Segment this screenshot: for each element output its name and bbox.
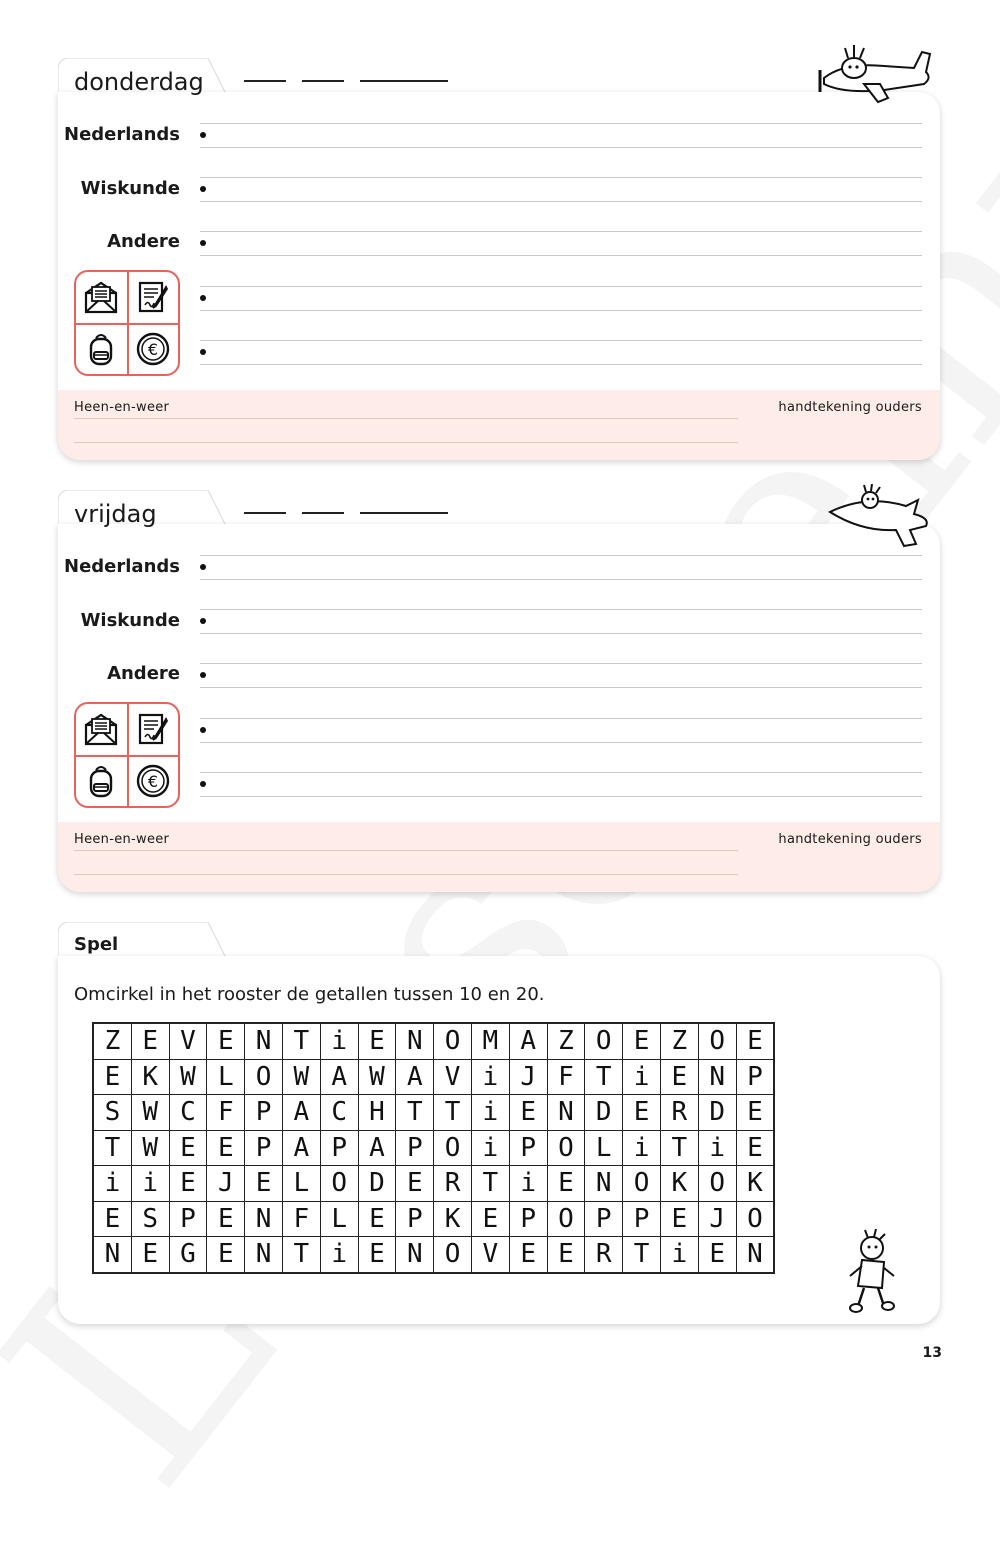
grid-cell[interactable]: E: [358, 1237, 396, 1273]
day-card-donderdag: [58, 58, 940, 462]
footer-line[interactable]: [74, 442, 738, 443]
icon-grid: [74, 702, 180, 808]
writing-line[interactable]: [200, 147, 922, 148]
grid-cell[interactable]: T: [396, 1095, 434, 1131]
grid-cell[interactable]: J: [698, 1201, 736, 1237]
grid-row: [93, 1130, 774, 1166]
day-card-vrijdag: [58, 490, 940, 894]
signature-label: handtekening ouders: [778, 832, 922, 847]
bullet: [200, 564, 206, 570]
grid-cell[interactable]: E: [547, 1166, 585, 1202]
grid-cell[interactable]: D: [358, 1166, 396, 1202]
grid-cell[interactable]: E: [660, 1059, 698, 1095]
backpack-icon: [76, 756, 126, 806]
grid-cell[interactable]: O: [623, 1166, 661, 1202]
grid-row: [93, 1166, 774, 1202]
grid-cell[interactable]: N: [245, 1023, 283, 1059]
grid-cell[interactable]: E: [698, 1237, 736, 1273]
document-sign-icon: [128, 704, 178, 754]
grid-cell[interactable]: i: [93, 1166, 131, 1202]
grid-cell[interactable]: O: [434, 1237, 472, 1273]
grid-cell[interactable]: P: [396, 1130, 434, 1166]
grid-cell[interactable]: N: [736, 1237, 774, 1273]
grid-cell[interactable]: i: [698, 1130, 736, 1166]
grid-cell[interactable]: N: [396, 1237, 434, 1273]
grid-cell[interactable]: F: [282, 1201, 320, 1237]
grid-cell[interactable]: O: [698, 1166, 736, 1202]
grid-cell[interactable]: O: [245, 1059, 283, 1095]
grid-cell[interactable]: W: [131, 1095, 169, 1131]
backpack-icon: [76, 324, 126, 374]
svg-text:€: €: [147, 772, 159, 791]
grid-cell[interactable]: i: [623, 1059, 661, 1095]
grid-row: [93, 1201, 774, 1237]
grid-cell[interactable]: P: [623, 1201, 661, 1237]
grid-cell[interactable]: E: [396, 1166, 434, 1202]
grid-cell[interactable]: E: [623, 1095, 661, 1131]
grid-cell[interactable]: P: [585, 1201, 623, 1237]
writing-line[interactable]: [200, 177, 922, 178]
spel-card: [58, 922, 940, 1326]
writing-line[interactable]: [200, 772, 922, 773]
page-number: 13: [922, 1345, 942, 1361]
writing-line[interactable]: [200, 555, 922, 556]
grid-cell[interactable]: E: [93, 1201, 131, 1237]
writing-line[interactable]: [200, 310, 922, 311]
grid-cell[interactable]: F: [207, 1095, 245, 1131]
writing-line[interactable]: [200, 796, 922, 797]
euro-coin-icon: [128, 324, 178, 374]
writing-line[interactable]: [200, 633, 922, 634]
grid-cell[interactable]: T: [93, 1130, 131, 1166]
grid-cell[interactable]: D: [585, 1095, 623, 1131]
grid-cell[interactable]: K: [660, 1166, 698, 1202]
writing-line[interactable]: [200, 579, 922, 580]
grid-cell[interactable]: E: [471, 1201, 509, 1237]
grid-cell[interactable]: R: [585, 1237, 623, 1273]
footer-line[interactable]: [74, 418, 738, 419]
footer-line[interactable]: [74, 850, 738, 851]
footer-label: Heen-en-weer: [74, 400, 170, 415]
grid-cell[interactable]: A: [282, 1095, 320, 1131]
grid-cell[interactable]: P: [509, 1130, 547, 1166]
grid-cell[interactable]: W: [169, 1059, 207, 1095]
grid-cell[interactable]: E: [509, 1095, 547, 1131]
subject-label: Andere: [107, 663, 180, 684]
grid-cell[interactable]: E: [736, 1130, 774, 1166]
grid-cell[interactable]: P: [245, 1095, 283, 1131]
grid-cell[interactable]: T: [623, 1237, 661, 1273]
spel-title: Spel: [74, 934, 119, 955]
icon-grid: [74, 270, 180, 376]
grid-cell[interactable]: E: [207, 1023, 245, 1059]
grid-cell[interactable]: Z: [547, 1023, 585, 1059]
grid-cell[interactable]: V: [434, 1059, 472, 1095]
grid-cell[interactable]: O: [736, 1201, 774, 1237]
grid-cell[interactable]: i: [471, 1059, 509, 1095]
writing-line[interactable]: [200, 663, 922, 664]
grid-cell[interactable]: S: [93, 1095, 131, 1131]
bullet: [200, 618, 206, 624]
grid-cell[interactable]: N: [93, 1237, 131, 1273]
grid-cell[interactable]: P: [245, 1130, 283, 1166]
writing-line[interactable]: [200, 231, 922, 232]
grid-cell[interactable]: F: [547, 1059, 585, 1095]
date-line-month[interactable]: [302, 80, 344, 82]
bullet: [200, 186, 206, 192]
airplane-illustration: [814, 40, 944, 130]
writing-line[interactable]: [200, 687, 922, 688]
grid-cell[interactable]: L: [282, 1166, 320, 1202]
day-title: vrijdag: [74, 500, 157, 528]
grid-cell[interactable]: P: [509, 1201, 547, 1237]
grid-cell[interactable]: K: [736, 1166, 774, 1202]
bullet: [200, 672, 206, 678]
grid-cell[interactable]: T: [434, 1095, 472, 1131]
grid-cell[interactable]: W: [131, 1130, 169, 1166]
grid-cell[interactable]: E: [131, 1237, 169, 1273]
grid-cell[interactable]: E: [547, 1237, 585, 1273]
grid-cell[interactable]: O: [434, 1130, 472, 1166]
writing-line[interactable]: [200, 201, 922, 202]
grid-cell[interactable]: H: [358, 1095, 396, 1131]
grid-row: [93, 1237, 774, 1273]
writing-line[interactable]: [200, 340, 922, 341]
signature-label: handtekening ouders: [778, 400, 922, 415]
grid-cell[interactable]: Z: [660, 1023, 698, 1059]
grid-cell[interactable]: C: [169, 1095, 207, 1131]
subject-label: Nederlands: [64, 556, 180, 577]
document-sign-icon: [128, 272, 178, 322]
writing-line[interactable]: [200, 364, 922, 365]
date-line-year[interactable]: [360, 80, 448, 82]
grid-cell[interactable]: E: [660, 1201, 698, 1237]
grid-row: [93, 1023, 774, 1059]
day-title: donderdag: [74, 68, 204, 96]
grid-cell[interactable]: K: [434, 1201, 472, 1237]
grid-cell[interactable]: O: [698, 1023, 736, 1059]
subject-label: Wiskunde: [80, 610, 180, 631]
footer-line[interactable]: [74, 874, 738, 875]
grid-cell[interactable]: T: [471, 1166, 509, 1202]
footer-heen-en-weer: [58, 390, 940, 460]
grid-cell[interactable]: A: [396, 1059, 434, 1095]
grid-cell[interactable]: T: [282, 1023, 320, 1059]
bullet: [200, 132, 206, 138]
grid-cell[interactable]: T: [660, 1130, 698, 1166]
grid-cell[interactable]: T: [585, 1059, 623, 1095]
grid-row: [93, 1095, 774, 1131]
grid-cell[interactable]: O: [585, 1023, 623, 1059]
writing-line[interactable]: [200, 255, 922, 256]
grid-cell[interactable]: A: [320, 1059, 358, 1095]
bullet: [200, 781, 206, 787]
grid-cell[interactable]: A: [282, 1130, 320, 1166]
bullet: [200, 295, 206, 301]
grid-cell[interactable]: E: [207, 1201, 245, 1237]
euro-coin-icon: [128, 756, 178, 806]
bullet: [200, 727, 206, 733]
date-line-month[interactable]: [302, 512, 344, 514]
grid-cell[interactable]: i: [320, 1023, 358, 1059]
grid-cell[interactable]: W: [282, 1059, 320, 1095]
grid-cell[interactable]: N: [245, 1237, 283, 1273]
spel-instruction: Omcirkel in het rooster de getallen tussen 10 en 20.: [74, 984, 545, 1005]
footer-label: Heen-en-weer: [74, 832, 170, 847]
grid-cell[interactable]: E: [131, 1023, 169, 1059]
grid-cell[interactable]: D: [698, 1095, 736, 1131]
grid-cell[interactable]: E: [93, 1059, 131, 1095]
grid-cell[interactable]: E: [169, 1166, 207, 1202]
grid-cell[interactable]: R: [660, 1095, 698, 1131]
footer-heen-en-weer: [58, 822, 940, 892]
grid-cell[interactable]: S: [131, 1201, 169, 1237]
grid-cell[interactable]: N: [245, 1201, 283, 1237]
grid-cell[interactable]: i: [471, 1130, 509, 1166]
grid-cell[interactable]: P: [396, 1201, 434, 1237]
grid-cell[interactable]: i: [471, 1095, 509, 1131]
writing-line[interactable]: [200, 718, 922, 719]
grid-cell[interactable]: E: [207, 1130, 245, 1166]
grid-cell[interactable]: O: [434, 1023, 472, 1059]
grid-cell[interactable]: P: [736, 1059, 774, 1095]
grid-cell[interactable]: i: [623, 1130, 661, 1166]
grid-cell[interactable]: Z: [93, 1023, 131, 1059]
grid-cell[interactable]: R: [434, 1166, 472, 1202]
grid-cell[interactable]: T: [282, 1237, 320, 1273]
grid-cell[interactable]: O: [547, 1201, 585, 1237]
grid-cell[interactable]: E: [245, 1166, 283, 1202]
grid-cell[interactable]: G: [169, 1237, 207, 1273]
word-search-grid[interactable]: [92, 1022, 775, 1274]
child-illustration: [844, 1228, 904, 1314]
grid-cell[interactable]: J: [509, 1059, 547, 1095]
date-line-day[interactable]: [244, 80, 286, 82]
grid-cell[interactable]: O: [547, 1130, 585, 1166]
grid-cell[interactable]: i: [660, 1237, 698, 1273]
date-line-day[interactable]: [244, 512, 286, 514]
grid-cell[interactable]: E: [509, 1237, 547, 1273]
grid-cell[interactable]: N: [698, 1059, 736, 1095]
date-line-year[interactable]: [360, 512, 448, 514]
subject-label: Wiskunde: [80, 178, 180, 199]
grid-cell[interactable]: E: [169, 1130, 207, 1166]
spel-body: [58, 956, 940, 1324]
grid-cell[interactable]: E: [623, 1023, 661, 1059]
grid-cell[interactable]: i: [509, 1166, 547, 1202]
writing-line[interactable]: [200, 609, 922, 610]
grid-cell[interactable]: J: [207, 1166, 245, 1202]
grid-cell[interactable]: C: [320, 1095, 358, 1131]
grid-cell[interactable]: V: [471, 1237, 509, 1273]
grid-cell[interactable]: L: [585, 1130, 623, 1166]
grid-cell[interactable]: P: [320, 1130, 358, 1166]
grid-cell[interactable]: E: [358, 1023, 396, 1059]
grid-cell[interactable]: K: [131, 1059, 169, 1095]
grid-cell[interactable]: N: [547, 1095, 585, 1131]
svg-text:€: €: [147, 340, 159, 359]
bullet: [200, 349, 206, 355]
grid-cell[interactable]: M: [471, 1023, 509, 1059]
envelope-letter-icon: [76, 704, 126, 754]
grid-cell[interactable]: E: [736, 1023, 774, 1059]
rocket-illustration: [826, 484, 938, 556]
grid-cell[interactable]: L: [207, 1059, 245, 1095]
grid-cell[interactable]: i: [320, 1237, 358, 1273]
grid-cell[interactable]: W: [358, 1059, 396, 1095]
grid-cell[interactable]: i: [131, 1166, 169, 1202]
envelope-letter-icon: [76, 272, 126, 322]
grid-cell[interactable]: N: [585, 1166, 623, 1202]
writing-line[interactable]: [200, 286, 922, 287]
grid-cell[interactable]: A: [509, 1023, 547, 1059]
subject-label: Andere: [107, 231, 180, 252]
grid-cell[interactable]: E: [736, 1095, 774, 1131]
grid-cell[interactable]: V: [169, 1023, 207, 1059]
grid-cell[interactable]: A: [358, 1130, 396, 1166]
grid-cell[interactable]: E: [207, 1237, 245, 1273]
writing-line[interactable]: [200, 742, 922, 743]
grid-cell[interactable]: O: [320, 1166, 358, 1202]
bullet: [200, 240, 206, 246]
grid-row: [93, 1059, 774, 1095]
grid-cell[interactable]: P: [169, 1201, 207, 1237]
grid-cell[interactable]: L: [320, 1201, 358, 1237]
grid-cell[interactable]: E: [358, 1201, 396, 1237]
grid-cell[interactable]: N: [396, 1023, 434, 1059]
subject-label: Nederlands: [64, 124, 180, 145]
